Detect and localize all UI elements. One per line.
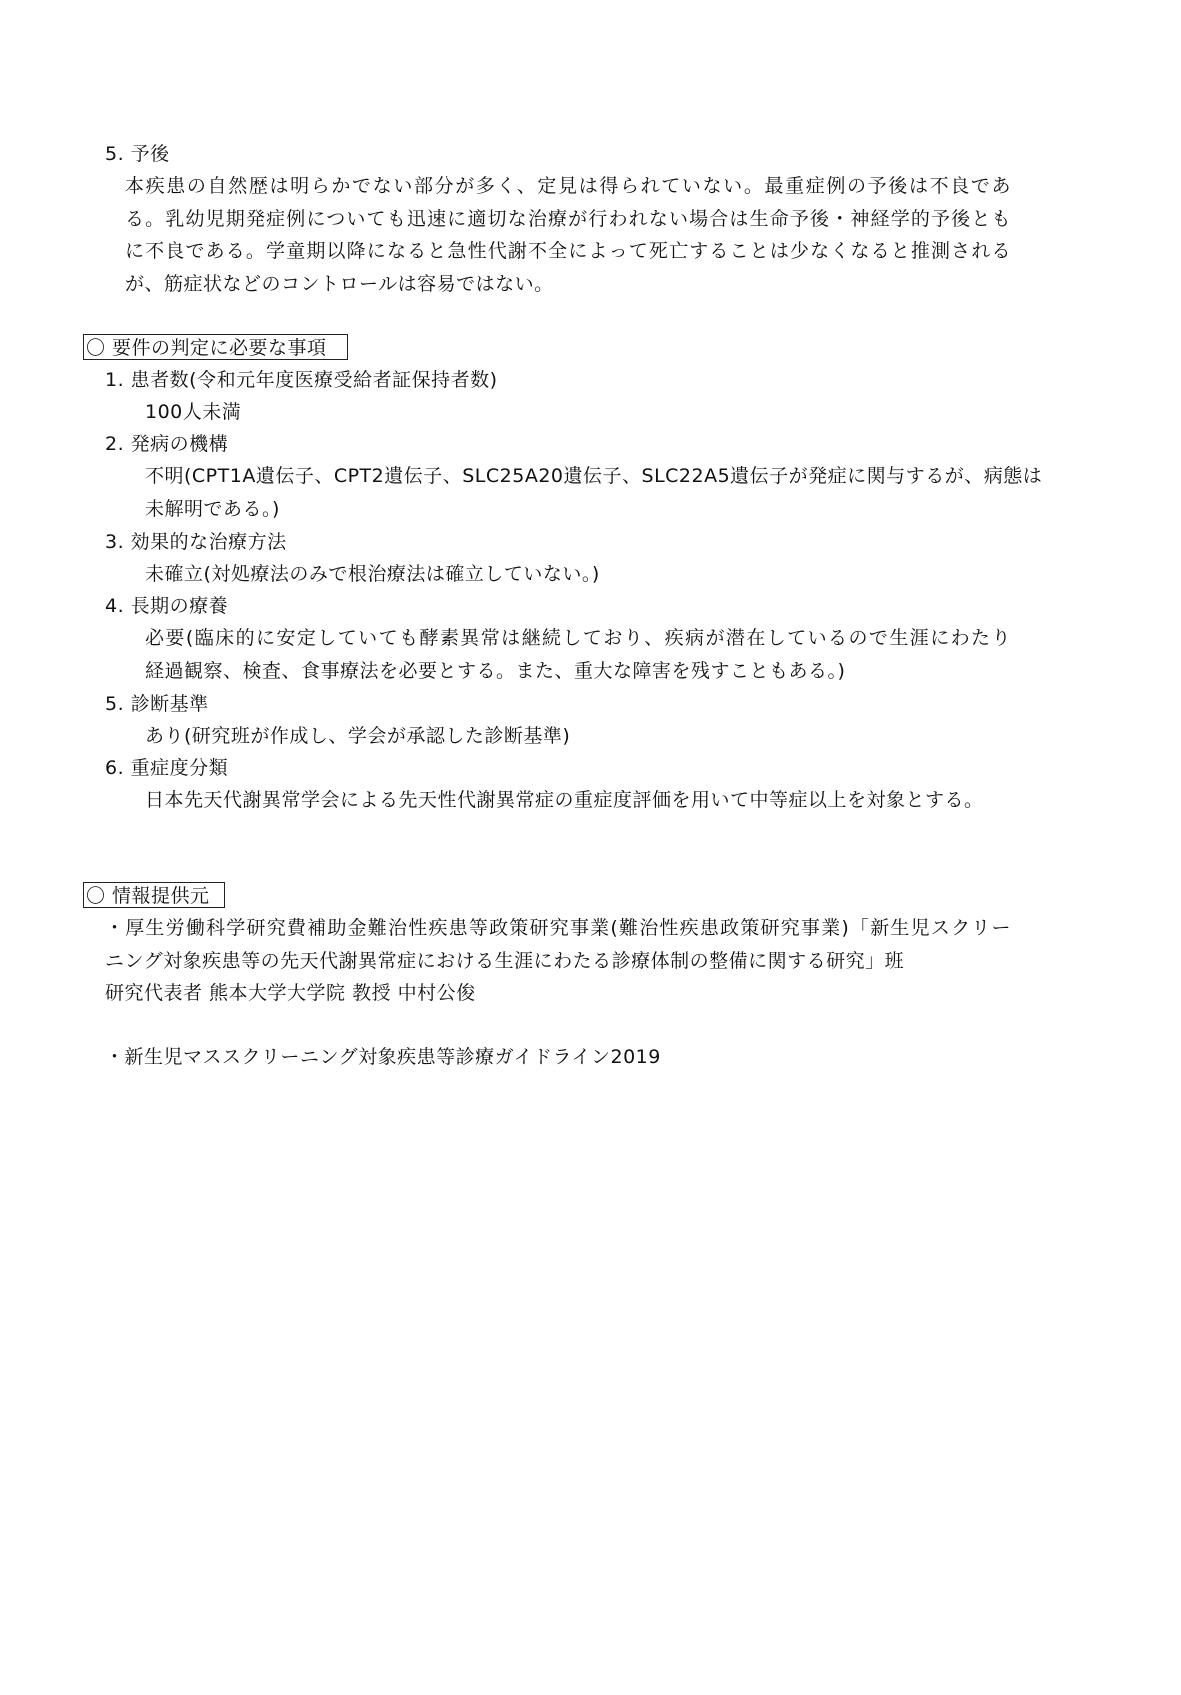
- requirement-6-title: 6. 重症度分類: [105, 757, 229, 779]
- requirements-heading: 〇 要件の判定に必要な事項: [86, 337, 327, 359]
- requirement-2-line-2: 未解明である。): [145, 498, 280, 520]
- prognosis-line-4: が、筋症状などのコントロールは容易ではない。: [125, 273, 554, 295]
- requirement-3-line-1: 未確立(対処療法のみで根治療法は確立していない。): [145, 563, 600, 585]
- requirement-1-line-1: 100人未満: [145, 401, 242, 423]
- source-1-line-1: ・厚生労働科学研究費補助金難治性疾患等政策研究事業(難治性疾患政策研究事業)「新生児スクリー: [105, 917, 1011, 939]
- requirement-3-title: 3. 効果的な治療方法: [105, 531, 287, 553]
- prognosis-line-1: 本疾患の自然歴は明らかでない部分が多く、定見は得られていない。最重症例の予後は不良であ: [125, 175, 1011, 197]
- requirement-2-title: 2. 発病の機構: [105, 433, 229, 455]
- requirement-6-line-1: 日本先天代謝異常学会による先天性代謝異常症の重症度評価を用いて中等症以上を対象とする。: [145, 789, 984, 811]
- prognosis-line-2: る。乳幼児期発症例についても迅速に適切な治療が行われない場合は生命予後・神経学的予後とも: [125, 208, 1011, 230]
- source-2-line-1: ・新生児マススクリーニング対象疾患等診療ガイドライン2019: [105, 1046, 661, 1068]
- requirement-5-title: 5. 診断基準: [105, 693, 209, 715]
- sources-heading: 〇 情報提供元: [86, 885, 210, 907]
- requirement-1-title: 1. 患者数(令和元年度医療受給者証保持者数): [105, 369, 498, 391]
- source-1-line-2: ニング対象疾患等の先天代謝異常症における生涯にわたる診療体制の整備に関する研究」班: [105, 950, 905, 972]
- source-1-line-3: 研究代表者 熊本大学大学院 教授 中村公俊: [105, 982, 476, 1004]
- prognosis-heading: 5. 予後: [105, 143, 170, 165]
- requirement-4-line-2: 経過観察、検査、食事療法を必要とする。また、重大な障害を残すこともある。): [145, 660, 846, 682]
- requirement-4-title: 4. 長期の療養: [105, 595, 229, 617]
- requirement-5-line-1: あり(研究班が作成し、学会が承認した診断基準): [145, 725, 571, 747]
- requirement-2-line-1: 不明(CPT1A遺伝子、CPT2遺伝子、SLC25A20遺伝子、SLC22A5遺伝子が発症に関与するが、病態は: [145, 465, 1043, 487]
- requirement-4-line-1: 必要(臨床的に安定していても酵素異常は継続しており、疾病が潜在しているので生涯にわたり: [145, 627, 1011, 649]
- prognosis-line-3: に不良である。学童期以降になると急性代謝不全によって死亡することは少なくなると推測される: [125, 240, 1011, 262]
